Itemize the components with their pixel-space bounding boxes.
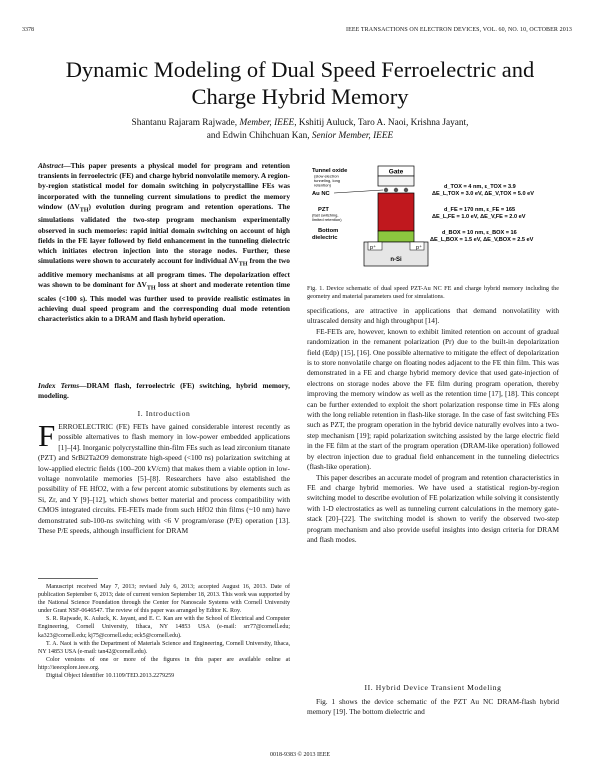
- paper-title: [0, 56, 600, 110]
- box-params-1: d_BOX = 10 nm, ε_BOX = 16: [442, 230, 517, 236]
- pplus-right-label: p⁺: [416, 245, 422, 251]
- journal-name: IEEE TRANSACTIONS ON ELECTRON DEVICES, VOL. 60, NO. 10, OCTOBER 2013: [346, 27, 572, 33]
- abstract-sub-3: TH: [146, 285, 156, 292]
- abstract-sub-1: TH: [79, 207, 89, 214]
- right-column-text: [307, 306, 559, 545]
- footnote: Digital Object Identifier 10.1109/TED.2013.2279259: [46, 673, 175, 680]
- pzt-label: PZT: [318, 207, 329, 213]
- tunnel-oxide-layer: [378, 176, 414, 186]
- index-terms-lead: Index Terms: [38, 381, 80, 390]
- authors-names-1: Shantanu Rajaram Rajwade,: [131, 118, 240, 128]
- tunnel-oxide-label: Tunnel oxide: [312, 168, 348, 174]
- authors-line-2: [60, 130, 540, 143]
- authors-rest-1: , Kshitij Auluck, Taro A. Naoi, Krishna Jayant,: [294, 118, 469, 128]
- abstract-text-1: —This paper presents a physical model for program and retention transients in ferroelectric (FE) and charge hybrid nonvolatile memory. A region-by-region statistical model for domain switching in polycrystalline FEs was incorporated with the tunneling current simulations to predict the memory window (ΔV: [38, 161, 290, 211]
- membership-2: Senior Member, IEEE: [311, 130, 394, 141]
- tunnel-oxide-note: (slow electron: [314, 173, 339, 179]
- dielectric-label: dielectric: [312, 235, 338, 241]
- box-params-2: ΔE_L,BOX = 1.5 eV, ΔE_V,BOX = 2.5 eV: [430, 237, 534, 243]
- abstract-lead: Abstract: [38, 161, 64, 170]
- nanocrystal-dot: [394, 188, 398, 192]
- pplus-left-label: p⁺: [370, 245, 376, 251]
- running-header: [22, 27, 572, 37]
- authors-line-1: [60, 117, 540, 130]
- tox-params-1: d_TOX = 4 nm, ε_TOX = 3.9: [444, 184, 516, 190]
- author-list: [60, 117, 540, 142]
- abstract: [38, 161, 290, 324]
- tunnel-oxide-note: tunneling, long: [314, 178, 341, 183]
- abstract-text-3: from the two additive memory mechanisms at all program times. The depolarization effect was shown to be dominant for ΔV: [38, 256, 290, 290]
- paragraph: This paper describes an accurate model of program and retention characteristics in FE and charge hybrid memories. We have used a statistical region-by-region switching model to describe evolution of FE polarization while solving it consistently with 1-D electrostatics as well as tunneling current calculations in the memory gate-stack [20]–[22]. The switching model is shown to verify the observed two-step program mechanism and also provide useful insights into design criteria for DRAM and flash modes.: [307, 472, 559, 544]
- bottom-dielectric-layer: [378, 231, 414, 242]
- tunnel-oxide-note: retention): [314, 182, 331, 188]
- footnotes: [38, 583, 290, 680]
- footnote: S. R. Rajwade, K. Auluck, K. Jayant, and E. C. Kan are with the School of Electrical and Computer Engineering, Cornell University, Ithaca, NY 14853 USA (e-mail: srr77@cornell.edu; ka323@cornell.edu; kj75@cornell.edu; eck5@cornell.edu).: [38, 616, 290, 639]
- copyright-footer: 0018-9383 © 2013 IEEE: [269, 752, 331, 758]
- title-line-1: Dynamic Modeling of Dual Speed Ferroelectric and: [65, 57, 535, 82]
- figure-caption: Fig. 1. Device schematic of dual speed PZT-Au NC FE and charge hybrid memory including the geometry and material parameters used for simulations.: [307, 285, 559, 301]
- section-2-text: Fig. 1 shows the device schematic of the PZT Au NC DRAM-flash hybrid memory [19]. The bottom dielectric and: [307, 697, 559, 717]
- pzt-layer: [378, 193, 414, 231]
- gate-label: Gate: [388, 168, 404, 176]
- nsi-label: n-Si: [390, 257, 402, 263]
- footnote-rule: [38, 578, 98, 579]
- paragraph: FE-FETs are, however, known to exhibit limited retention on account of gradual randomization in the remanent polarization (Pr) due to the built-in depolarization field (Edp) [15], [16]. One possible alternative to mitigate the effect of depolarization is to store nonvolatile charge on floating nodes adjacent to the FE thin film. This was demonstrated in a FE and charge hybrid memory device that used gate-injection of electrons on storage nodes above the FE film during program operation, thereby improving the memory window as well as the retention time [17], [18]. This concept can be further extended to exploit the short polarization response time in FEs along with the long reliable retention in flash-like storage. In the case of fast switching FEs such as PZT, the program operation in the hybrid device naturally evolves into a two-step mechanism [19]; rapid polarization switching assisted by the large electric field in the FE film at the start of the program operation (DRAM-like operation) followed by electron injection due to gradual field enhancement in the tunneling dielectrics (flash-like operation).: [307, 326, 559, 472]
- authors-names-2: and Edwin Chihchuan Kan,: [206, 130, 312, 141]
- abstract-text-4: loss at short and moderate retention time scales (<100 s). This model was further used to provide realistic estimates in achieving dual speed program and the corresponding dual mode retention characteristics akin to a DRAM and flash hybrid operation.: [38, 280, 290, 324]
- footnote: T. A. Naoi is with the Department of Materials Science and Engineering, Cornell University, Ithaca, NY 14853 USA (e-mail: tan42@cornell.edu).: [38, 640, 290, 655]
- index-terms-text: —DRAM flash, ferroelectric (FE) switching, hybrid memory, modeling.: [38, 381, 291, 401]
- introduction-text: [38, 418, 290, 536]
- section-2-heading: II. Hybrid Device Transient Modeling: [364, 683, 502, 692]
- au-nc-pointer: [334, 190, 383, 193]
- nanocrystal-dot: [384, 188, 388, 192]
- fe-params-2: ΔE_L,FE = 1.0 eV, ΔE_V,FE = 2.0 eV: [432, 214, 526, 220]
- drop-cap: F: [38, 418, 56, 453]
- abstract-sub-2: TH: [238, 261, 248, 268]
- index-terms: [38, 381, 290, 402]
- fe-params-1: d_FE = 170 nm, ε_FE = 165: [444, 207, 516, 213]
- pzt-note: limited retention): [312, 217, 342, 222]
- section-1-heading: I. Introduction: [137, 409, 191, 418]
- figure-1-schematic: [310, 162, 556, 282]
- tox-params-2: ΔE_L,TOX = 3.0 eV, ΔE_V,TOX = 5.0 eV: [432, 191, 534, 197]
- pzt-note: (fast switching,: [312, 212, 339, 218]
- footnote: Color versions of one or more of the figures in this paper are available online at http://ieeexplore.ieee.org.: [38, 656, 290, 671]
- au-nc-label: Au NC: [312, 191, 330, 197]
- footnote: Manuscript received May 7, 2013; revised July 6, 2013; accepted August 16, 2013. Date of publication September 6, 2013; date of current version September 18, 2013. This work was supported by the National Science Foundation through the Center for Nanoscale Systems with Cornell University under Grant NSF-0646547. The review of this paper was arranged by Editor K. Roy.: [38, 584, 290, 615]
- membership-1: Member, IEEE: [239, 118, 295, 128]
- nanocrystal-dot: [404, 188, 408, 192]
- title-line-2: Charge Hybrid Memory: [191, 84, 409, 109]
- bottom-label: Bottom: [318, 228, 339, 234]
- abstract-text-2: ) evolution during program and retention operations. The simulations validated the two-step program mechanism experimentally observed in such memories: rapid initial domain switching on account of high fields in the FE layer followed by field enhancement in the tunneling dielectric which initiates electron injection into the storage nodes. Further, these simulations were shown to accurately account for individual ΔV: [38, 201, 290, 266]
- intro-body: ERROELECTRIC (FE) FETs have gained considerable interest recently as possible alternatives to flash memory in low-power embedded applications [1]–[4]. Inorganic polycrystalline thin-film FEs such as lead zirconium titanate (PZT) and SrBi2Ta2O9 demonstrate high-speed (<100 ns) polarization switching at low-applied electric fields (100–200 kV/cm) that makes them a viable option in low-voltage nonvolatile memories [5]–[8]. Researchers have also established the possibility of FE HfO2, with a few percent atomic substitutions by elements such as Si, Zr, and Y [9]–[12], which shows better material and process compatibility with CMOS integrated circuits. FE-FETs made from such HfO2 thin films (~10 nm) have demonstrated sub-100-ns switching with <6 V program/erase (P/E) operation [13]. These P/E speeds, although insufficient for DRAM: [38, 422, 290, 536]
- paragraph: specifications, are attractive in applications that demand nonvolatility with ultrascaled density and high throughput [14].: [307, 306, 559, 326]
- page-number: 3378: [22, 27, 34, 33]
